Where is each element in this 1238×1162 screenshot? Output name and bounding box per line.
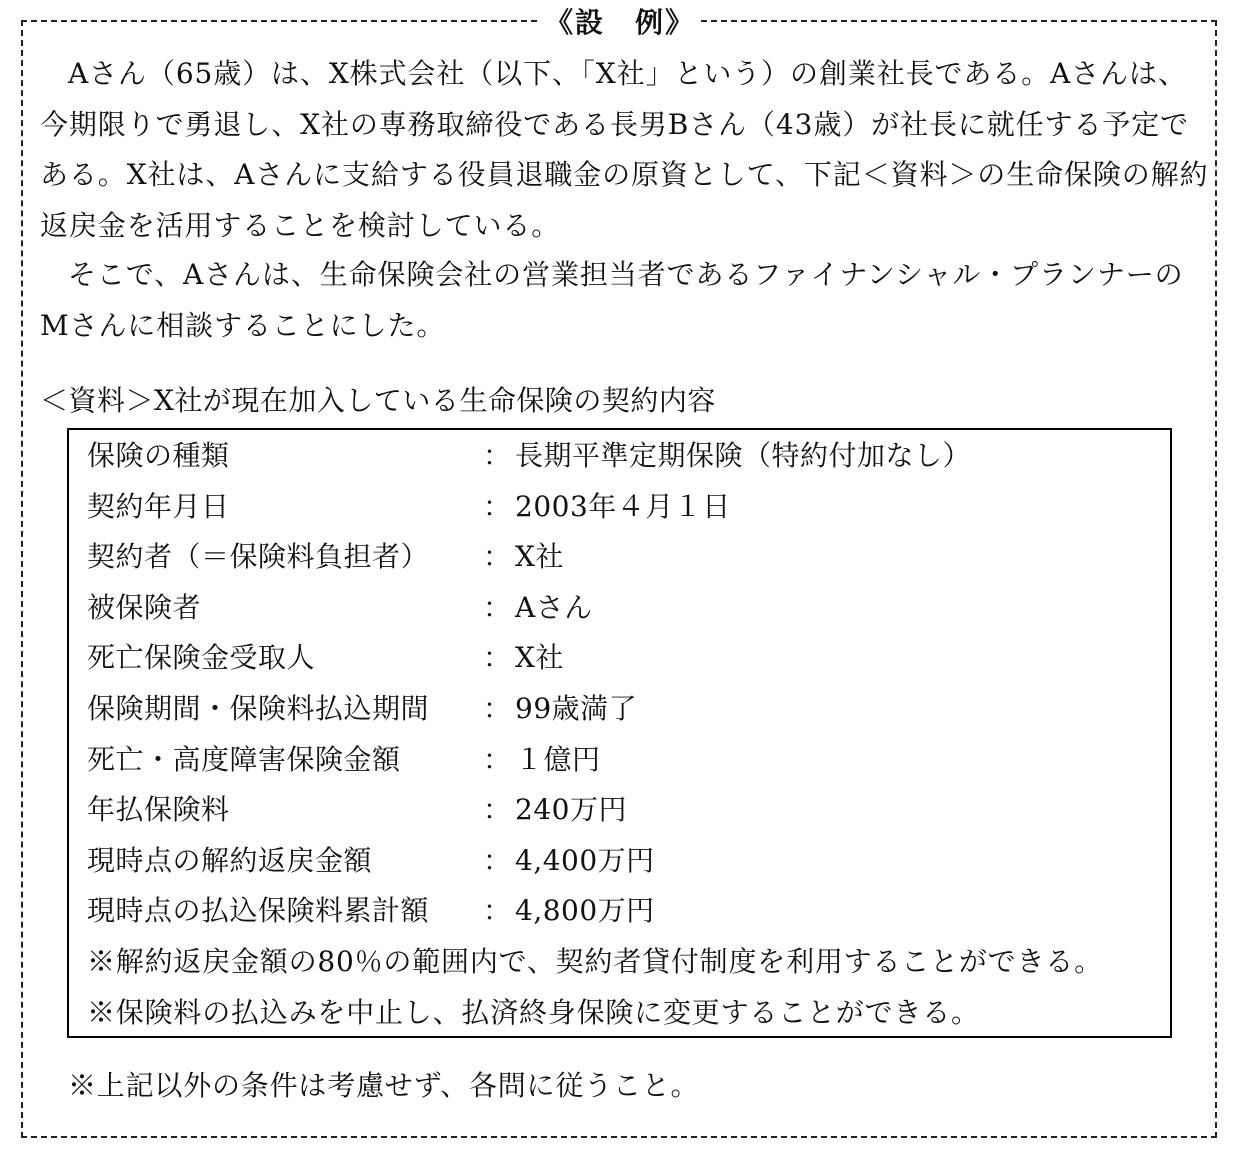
row-value: 240万円 xyxy=(515,793,627,827)
row-value: 2003年４月１日 xyxy=(515,489,731,523)
row-label: 保険の種類 xyxy=(87,439,230,472)
row-colon: ： xyxy=(483,489,512,523)
row-label: 死亡・高度障害保険金額 xyxy=(87,742,401,776)
row-value: Aさん xyxy=(515,590,593,624)
row-label: 現時点の払込保険料累計額 xyxy=(87,894,430,928)
row-colon: ： xyxy=(483,439,512,472)
row-label: 契約年月日 xyxy=(87,489,230,523)
row-value: 99歳満了 xyxy=(515,692,638,725)
row-colon: ： xyxy=(483,540,512,574)
case-paragraph-2: そこで、Aさんは、生命保険会社の営業担当者であるファイナンシャル・プランナーのMさんに相談することにした。 xyxy=(40,258,1184,342)
row-label: 現時点の解約返戻金額 xyxy=(87,843,373,877)
row-label: 年払保険料 xyxy=(87,793,230,827)
row-label: 契約者（＝保険料負担者） xyxy=(87,540,430,574)
contract-note-paid-up: ※保険料の払込みを中止し、払済終身保険に変更することができる。 xyxy=(87,995,980,1029)
row-label: 保険期間・保険料払込期間 xyxy=(87,692,430,725)
row-value: １億円 xyxy=(515,742,601,776)
row-value: 4,400万円 xyxy=(515,843,655,877)
row-label: 死亡保険金受取人 xyxy=(87,641,316,675)
row-value: 4,800万円 xyxy=(515,894,655,928)
row-value: X社 xyxy=(515,540,564,574)
row-colon: ： xyxy=(483,894,512,928)
row-value: 長期平準定期保険（特約付加なし） xyxy=(515,439,972,472)
case-heading: 《設 例》 xyxy=(540,4,700,42)
contract-table xyxy=(67,428,1172,1038)
case-paragraph-1: Aさん（65歳）は、X株式会社（以下、「X社」という）の創業社長である。Aさんは、今期限りで勇退し、X社の専務取締役である長男Bさん（43歳）が社長に就任する予定である。X社は、Aさんに支給する役員退職金の原資として、下記＜資料＞の生命保険の解約返戻金を活用することを検討している。 xyxy=(40,57,1209,242)
row-label: 被保険者 xyxy=(87,590,202,624)
row-colon: ： xyxy=(483,843,512,877)
contract-note-policy-loan: ※解約返戻金額の80％の範囲内で、契約者貸付制度を利用することができる。 xyxy=(87,945,1103,978)
row-colon: ： xyxy=(483,793,512,827)
material-label: ＜資料＞X社が現在加入している生命保険の契約内容 xyxy=(40,384,716,417)
row-value: X社 xyxy=(515,641,564,675)
footer-note: ※上記以外の条件は考慮せず、各問に従うこと。 xyxy=(68,1069,700,1102)
row-colon: ： xyxy=(483,692,512,725)
row-colon: ： xyxy=(483,641,512,675)
row-colon: ： xyxy=(483,590,512,624)
row-colon: ： xyxy=(483,742,512,776)
